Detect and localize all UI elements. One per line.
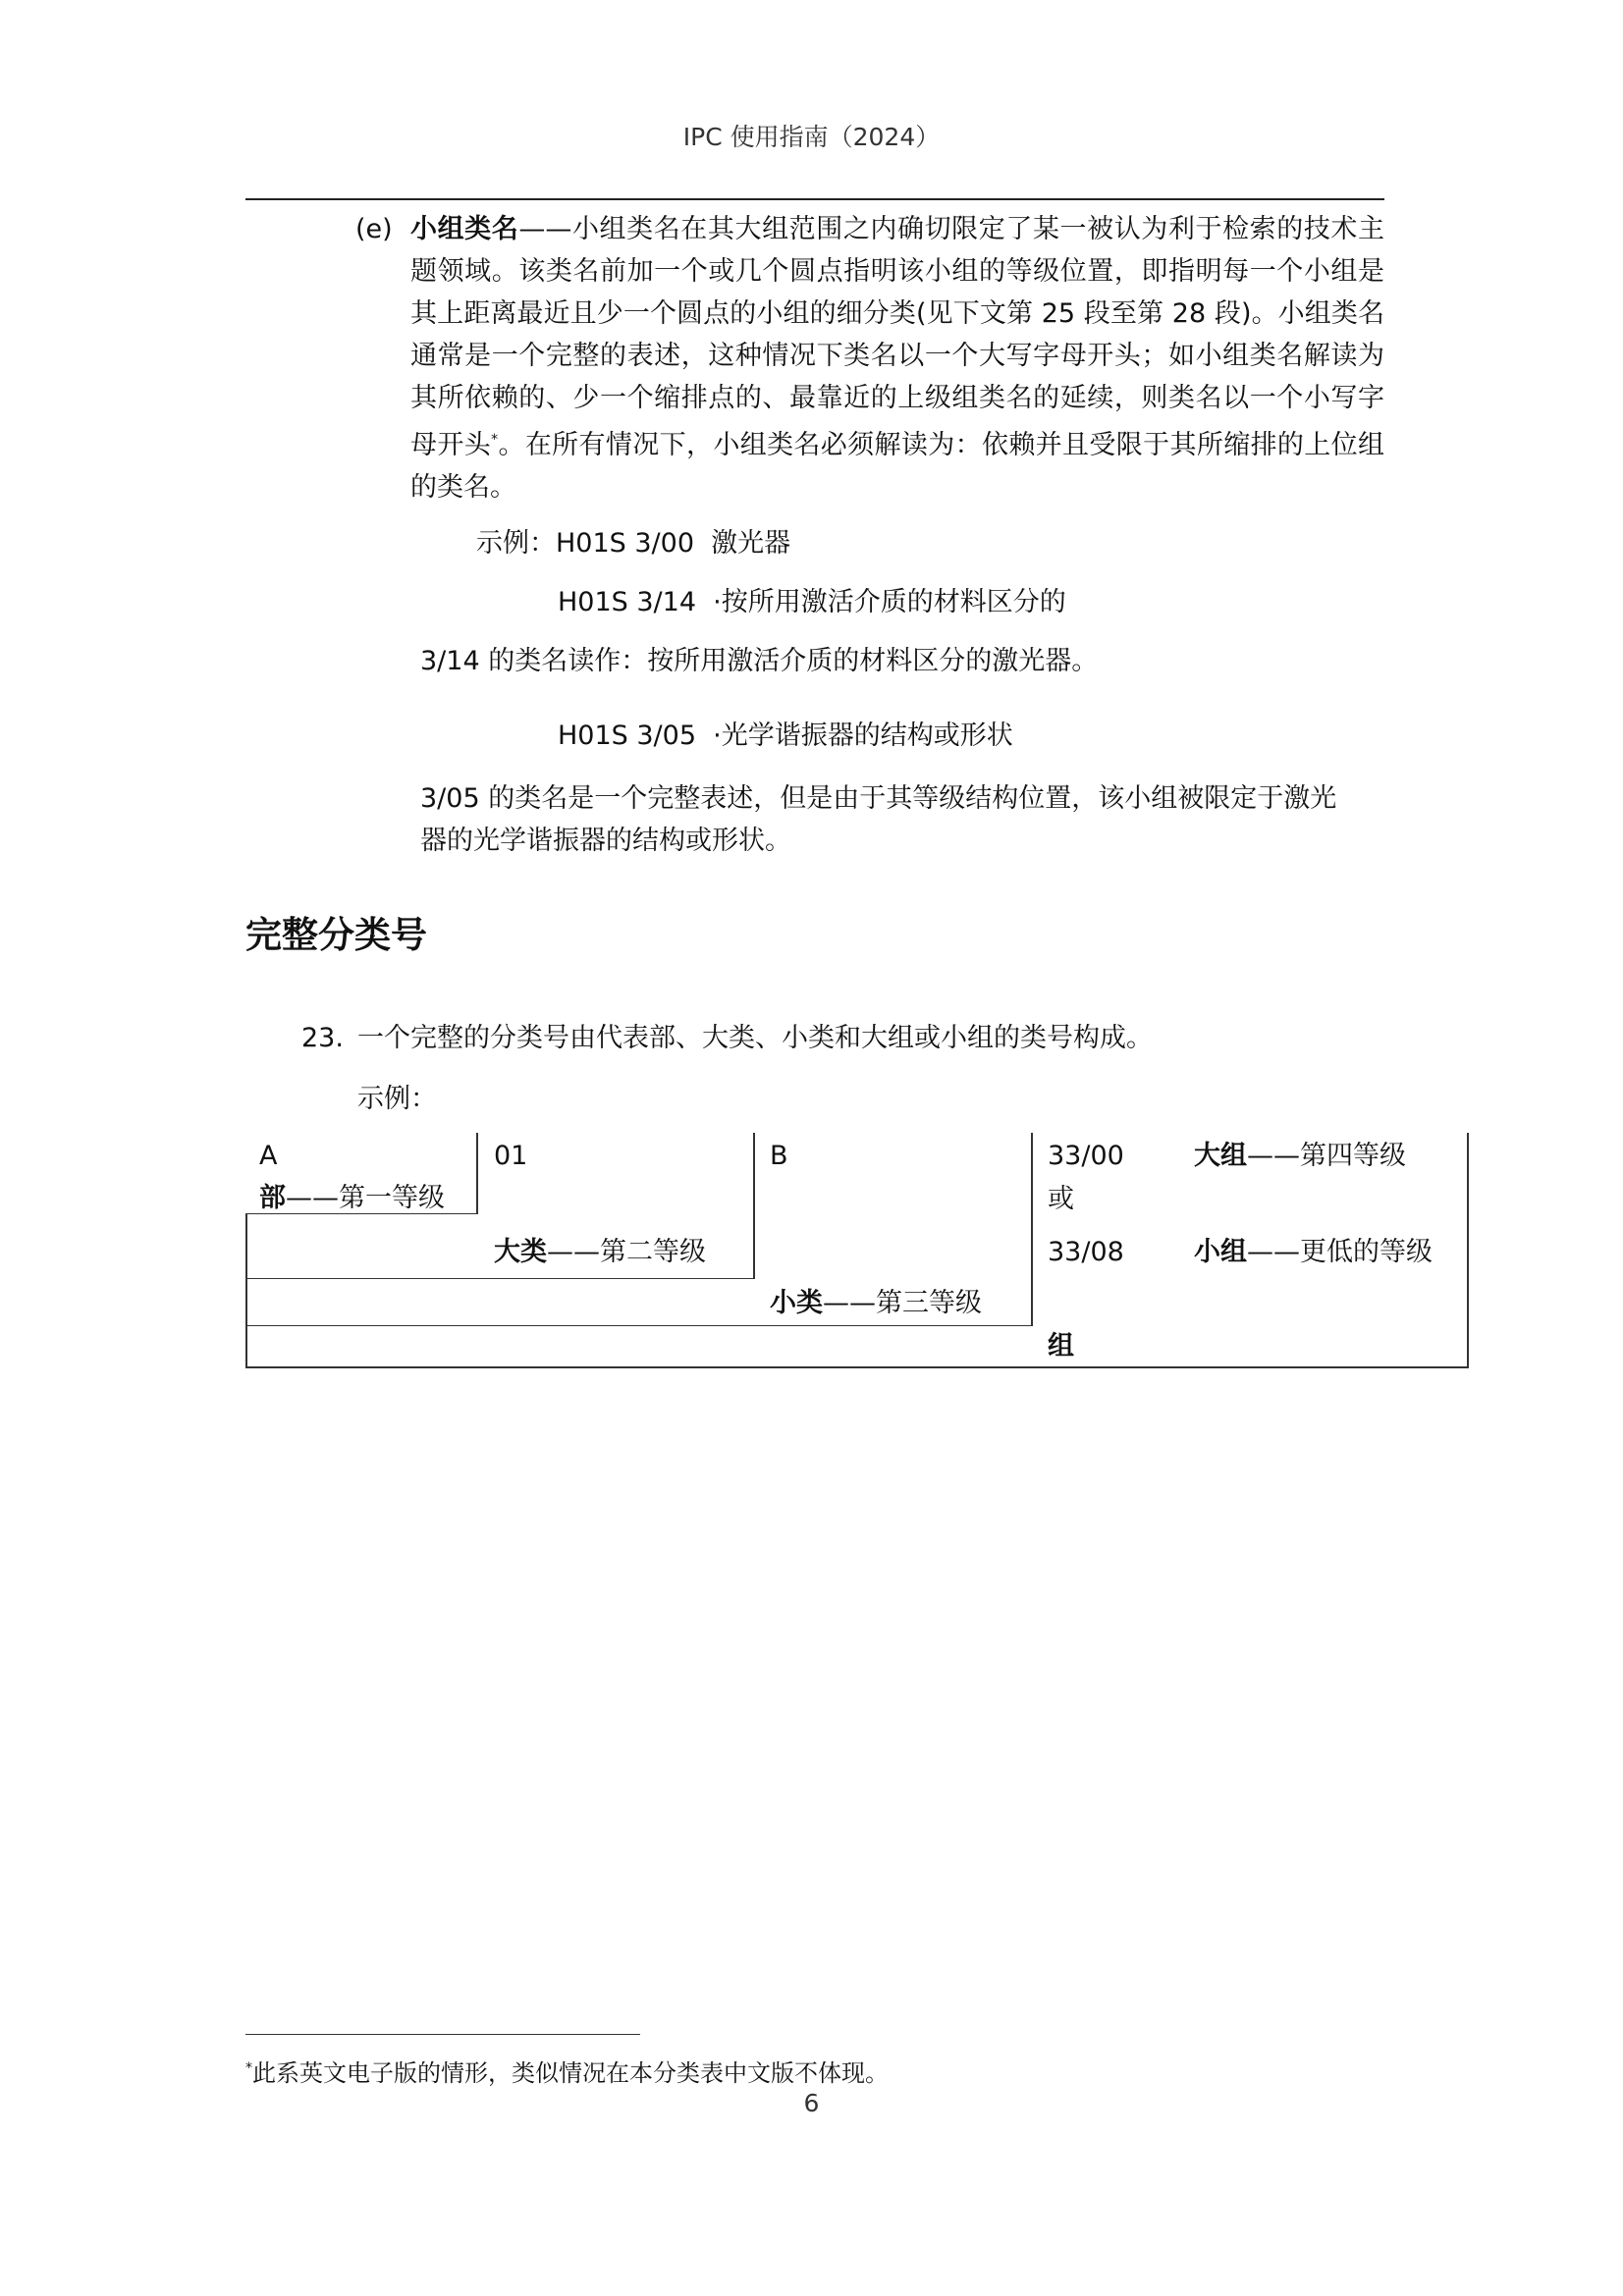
item-text: 小组类名在其大组范围之内确切限定了某一被认为利于检索的技术主题领域。该类名前加一个或几个圆点指明该小组的等级位置，即指明每一个小组是其上距离最近且少一个圆点的小组的细分类(见下文第 25 段至第 28 段)。小组类名通常是一个完整的表述，这种情况下类名以一个大写字母开头；如小组类名解读为其所依赖的、少一个缩排点的、最靠近的上级组类名的延续，则类名以一个小写字母开头: [410, 214, 1385, 460]
section-desc: ——第一等级: [286, 1183, 445, 1213]
group-or: 或: [1048, 1184, 1074, 1214]
class-desc: ——第二等级: [547, 1237, 706, 1267]
item-text-end: 。在所有情况下，小组类名必须解读为：依赖并且受限于其所缩排的上位组的类名。: [410, 430, 1385, 503]
right-border: [1467, 1133, 1469, 1368]
main-group-term: 大组: [1194, 1141, 1247, 1171]
underline-subclass: [245, 1325, 1033, 1326]
header-rule: [245, 198, 1384, 200]
footnote-ref: *: [491, 432, 499, 448]
footnote-text: 此系英文电子版的情形，类似情况在本分类表中文版不体现。: [252, 2059, 889, 2087]
group-tail: 组: [1048, 1331, 1074, 1362]
underline-class: [245, 1278, 755, 1279]
subgroup-term: 小组: [1194, 1237, 1247, 1267]
item-term: 小组类名: [410, 214, 519, 244]
example-line-3: H01S 3/05 ·光学谐振器的结构或形状: [558, 721, 1013, 751]
example-line-1: [476, 522, 790, 564]
group-symbol-2: 33/08: [1048, 1237, 1124, 1267]
class-term: 大类: [494, 1237, 547, 1267]
section-term: 部: [259, 1183, 286, 1213]
example-label: 示例：: [357, 1084, 437, 1114]
item-e-body: [410, 208, 1384, 508]
left-border: [245, 1213, 247, 1368]
item-label: (e): [355, 214, 393, 244]
subgroup-desc: ——更低的等级: [1247, 1237, 1433, 1267]
page-number: 6: [803, 2089, 820, 2117]
divider-subclass: [1031, 1133, 1033, 1325]
item-dash: ——: [518, 214, 572, 244]
section-symbol: A: [259, 1141, 278, 1171]
class-label: [494, 1231, 706, 1273]
subclass-desc: ——第三等级: [823, 1288, 982, 1318]
divider-class: [753, 1133, 755, 1278]
footnote: [245, 2052, 889, 2090]
subgroup-label: [1194, 1231, 1433, 1273]
classification-diagram: [245, 1133, 1469, 1368]
section-label: [259, 1177, 445, 1219]
divider-section: [476, 1133, 478, 1213]
subclass-label: [770, 1282, 982, 1324]
example-note-2b: 器的光学谐振器的结构或形状。: [420, 826, 791, 856]
subclass-term: 小类: [770, 1288, 823, 1318]
subclass-symbol: B: [770, 1141, 788, 1171]
example-prefix: 示例：: [476, 528, 556, 559]
group-symbol-1: 33/00: [1048, 1141, 1124, 1171]
paragraph-number: 23.: [301, 1023, 344, 1053]
bottom-border: [245, 1366, 1469, 1368]
footnote-rule: [245, 2034, 640, 2035]
example-note-1: 3/14 的类名读作：按所用激活介质的材料区分的激光器。: [420, 646, 1099, 676]
example-code-1: H01S 3/00 激光器: [556, 528, 791, 559]
page-header: IPC 使用指南（2024）: [682, 123, 941, 151]
main-group-label: [1194, 1135, 1406, 1177]
footnote-mark: *: [245, 2060, 252, 2076]
paragraph-23-text: 一个完整的分类号由代表部、大类、小类和大组或小组的类号构成。: [357, 1023, 1153, 1053]
class-symbol: 01: [494, 1141, 528, 1171]
example-note-2a: 3/05 的类名是一个完整表述，但是由于其等级结构位置，该小组被限定于激光: [420, 783, 1337, 814]
main-group-desc: ——第四等级: [1247, 1141, 1406, 1171]
section-title: 完整分类号: [245, 914, 427, 956]
example-line-2: H01S 3/14 ·按所用激活介质的材料区分的: [558, 587, 1066, 617]
